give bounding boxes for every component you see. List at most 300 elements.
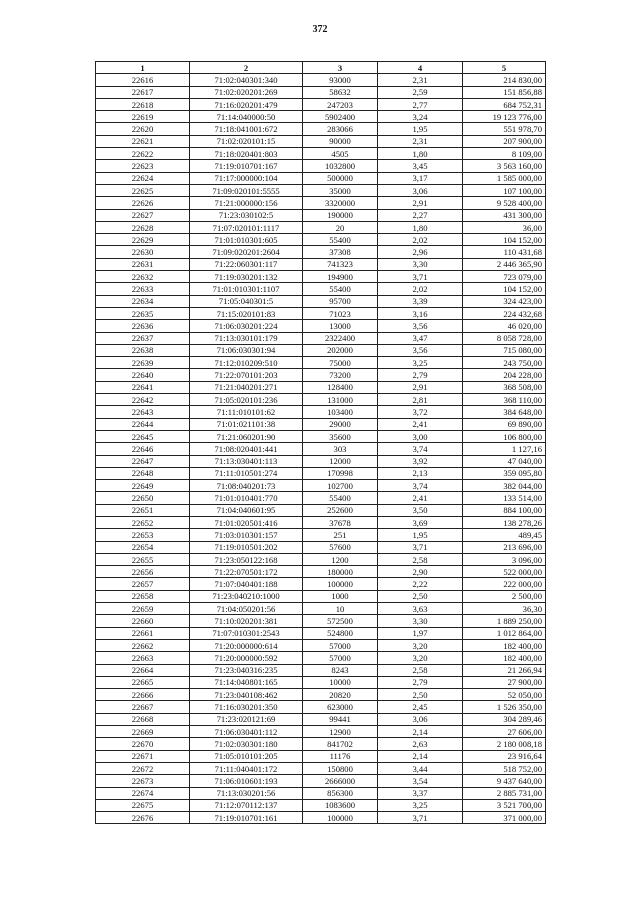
table-row bbox=[96, 738, 546, 750]
area-cell: 4505 bbox=[303, 148, 378, 160]
row-number-cell: 22671 bbox=[96, 750, 190, 762]
value-cell: 2 180 008,18 bbox=[463, 738, 546, 750]
rate-cell: 1,80 bbox=[378, 148, 463, 160]
cadastral-number-cell: 71:22:060301:117 bbox=[190, 258, 303, 270]
row-number-cell: 22643 bbox=[96, 406, 190, 418]
table-row bbox=[96, 467, 546, 479]
value-cell: 243 750,00 bbox=[463, 357, 546, 369]
table-row bbox=[96, 689, 546, 701]
area-cell: 500000 bbox=[303, 172, 378, 184]
table-row bbox=[96, 418, 546, 430]
area-cell: 283066 bbox=[303, 123, 378, 135]
cadastral-number-cell: 71:07:020101:1117 bbox=[190, 221, 303, 233]
value-cell: 2 885 731,00 bbox=[463, 787, 546, 799]
area-cell: 252600 bbox=[303, 504, 378, 516]
value-cell: 2 500,00 bbox=[463, 590, 546, 602]
area-cell: 202000 bbox=[303, 344, 378, 356]
table-row bbox=[96, 148, 546, 160]
table-row bbox=[96, 430, 546, 442]
cadastral-number-cell: 71:20:000000:614 bbox=[190, 639, 303, 651]
area-cell: 303 bbox=[303, 443, 378, 455]
cadastral-number-cell: 71:06:030401:112 bbox=[190, 726, 303, 738]
value-cell: 371 000,00 bbox=[463, 812, 546, 824]
table-row bbox=[96, 504, 546, 516]
area-cell: 13000 bbox=[303, 320, 378, 332]
rate-cell: 3,54 bbox=[378, 775, 463, 787]
rate-cell: 3,74 bbox=[378, 480, 463, 492]
rate-cell: 1,95 bbox=[378, 529, 463, 541]
cadastral-number-cell: 71:19:010501:202 bbox=[190, 541, 303, 553]
rate-cell: 2,79 bbox=[378, 369, 463, 381]
row-number-cell: 22640 bbox=[96, 369, 190, 381]
area-cell: 35600 bbox=[303, 430, 378, 442]
area-cell: 57000 bbox=[303, 652, 378, 664]
column-header-2: 2 bbox=[190, 62, 303, 74]
table-row bbox=[96, 357, 546, 369]
row-number-cell: 22649 bbox=[96, 480, 190, 492]
cadastral-number-cell: 71:12:070112:137 bbox=[190, 799, 303, 811]
table-row bbox=[96, 381, 546, 393]
rate-cell: 1,97 bbox=[378, 627, 463, 639]
table-row bbox=[96, 541, 546, 553]
row-number-cell: 22660 bbox=[96, 615, 190, 627]
row-number-cell: 22658 bbox=[96, 590, 190, 602]
header-row bbox=[96, 62, 546, 74]
cadastral-number-cell: 71:05:020101:236 bbox=[190, 394, 303, 406]
area-cell: 194900 bbox=[303, 271, 378, 283]
value-cell: 182 400,00 bbox=[463, 639, 546, 651]
cadastral-number-cell: 71:04:050201:56 bbox=[190, 603, 303, 615]
area-cell: 20 bbox=[303, 221, 378, 233]
row-number-cell: 22647 bbox=[96, 455, 190, 467]
row-number-cell: 22673 bbox=[96, 775, 190, 787]
table-row bbox=[96, 516, 546, 528]
cadastral-number-cell: 71:01:010301:605 bbox=[190, 234, 303, 246]
area-cell: 170998 bbox=[303, 467, 378, 479]
rate-cell: 2,31 bbox=[378, 74, 463, 86]
cadastral-number-cell: 71:14:040801:165 bbox=[190, 676, 303, 688]
area-cell: 190000 bbox=[303, 209, 378, 221]
area-cell: 29000 bbox=[303, 418, 378, 430]
rate-cell: 2,81 bbox=[378, 394, 463, 406]
table-row bbox=[96, 197, 546, 209]
cadastral-number-cell: 71:22:070501:172 bbox=[190, 566, 303, 578]
row-number-cell: 22662 bbox=[96, 639, 190, 651]
row-number-cell: 22636 bbox=[96, 320, 190, 332]
row-number-cell: 22653 bbox=[96, 529, 190, 541]
cadastral-number-cell: 71:23:030102:5 bbox=[190, 209, 303, 221]
rate-cell: 3,74 bbox=[378, 443, 463, 455]
rate-cell: 3,06 bbox=[378, 184, 463, 196]
area-cell: 251 bbox=[303, 529, 378, 541]
table-row bbox=[96, 480, 546, 492]
row-number-cell: 22632 bbox=[96, 271, 190, 283]
value-cell: 551 978,70 bbox=[463, 123, 546, 135]
table-row bbox=[96, 184, 546, 196]
area-cell: 55400 bbox=[303, 492, 378, 504]
value-cell: 359 095,80 bbox=[463, 467, 546, 479]
row-number-cell: 22665 bbox=[96, 676, 190, 688]
row-number-cell: 22669 bbox=[96, 726, 190, 738]
value-cell: 304 289,46 bbox=[463, 713, 546, 725]
row-number-cell: 22639 bbox=[96, 357, 190, 369]
rate-cell: 3,56 bbox=[378, 320, 463, 332]
rate-cell: 3,17 bbox=[378, 172, 463, 184]
cadastral-number-cell: 71:11:040401:172 bbox=[190, 762, 303, 774]
value-cell: 9 528 400,00 bbox=[463, 197, 546, 209]
rate-cell: 2,50 bbox=[378, 689, 463, 701]
column-header-3: 3 bbox=[303, 62, 378, 74]
rate-cell: 2,31 bbox=[378, 135, 463, 147]
area-cell: 2666000 bbox=[303, 775, 378, 787]
cadastral-number-cell: 71:13:030201:56 bbox=[190, 787, 303, 799]
area-cell: 90000 bbox=[303, 135, 378, 147]
row-number-cell: 22630 bbox=[96, 246, 190, 258]
table-row bbox=[96, 652, 546, 664]
row-number-cell: 22617 bbox=[96, 86, 190, 98]
area-cell: 1000 bbox=[303, 590, 378, 602]
value-cell: 489,45 bbox=[463, 529, 546, 541]
cadastral-number-cell: 71:05:010101:205 bbox=[190, 750, 303, 762]
area-cell: 128400 bbox=[303, 381, 378, 393]
value-cell: 1 012 864,00 bbox=[463, 627, 546, 639]
rate-cell: 3,06 bbox=[378, 713, 463, 725]
value-cell: 382 044,00 bbox=[463, 480, 546, 492]
cadastral-number-cell: 71:17:000000:104 bbox=[190, 172, 303, 184]
value-cell: 384 648,00 bbox=[463, 406, 546, 418]
value-cell: 222 000,00 bbox=[463, 578, 546, 590]
value-cell: 214 830,00 bbox=[463, 74, 546, 86]
cadastral-number-cell: 71:19:030201:132 bbox=[190, 271, 303, 283]
rate-cell: 3,20 bbox=[378, 639, 463, 651]
cadastral-number-cell: 71:23:040210:1000 bbox=[190, 590, 303, 602]
value-cell: 368 110,00 bbox=[463, 394, 546, 406]
cadastral-number-cell: 71:01:010401:770 bbox=[190, 492, 303, 504]
row-number-cell: 22648 bbox=[96, 467, 190, 479]
table-row bbox=[96, 394, 546, 406]
area-cell: 20820 bbox=[303, 689, 378, 701]
area-cell: 58632 bbox=[303, 86, 378, 98]
table-row bbox=[96, 799, 546, 811]
value-cell: 1 585 000,00 bbox=[463, 172, 546, 184]
area-cell: 100000 bbox=[303, 578, 378, 590]
row-number-cell: 22663 bbox=[96, 652, 190, 664]
table-row bbox=[96, 787, 546, 799]
rate-cell: 3,37 bbox=[378, 787, 463, 799]
rate-cell: 2,50 bbox=[378, 590, 463, 602]
row-number-cell: 22650 bbox=[96, 492, 190, 504]
row-number-cell: 22654 bbox=[96, 541, 190, 553]
cadastral-number-cell: 71:15:020101:83 bbox=[190, 307, 303, 319]
rate-cell: 2,41 bbox=[378, 418, 463, 430]
row-number-cell: 22656 bbox=[96, 566, 190, 578]
value-cell: 522 000,00 bbox=[463, 566, 546, 578]
rate-cell: 2,58 bbox=[378, 664, 463, 676]
row-number-cell: 22651 bbox=[96, 504, 190, 516]
table-row bbox=[96, 553, 546, 565]
value-cell: 518 752,00 bbox=[463, 762, 546, 774]
column-header-1: 1 bbox=[96, 62, 190, 74]
rate-cell: 3,63 bbox=[378, 603, 463, 615]
table-row bbox=[96, 283, 546, 295]
value-cell: 104 152,00 bbox=[463, 234, 546, 246]
rate-cell: 2,22 bbox=[378, 578, 463, 590]
area-cell: 180000 bbox=[303, 566, 378, 578]
rate-cell: 2,02 bbox=[378, 283, 463, 295]
value-cell: 723 079,00 bbox=[463, 271, 546, 283]
rate-cell: 3,45 bbox=[378, 160, 463, 172]
cadastral-number-cell: 71:01:020501:416 bbox=[190, 516, 303, 528]
table-row bbox=[96, 750, 546, 762]
table-row bbox=[96, 172, 546, 184]
value-cell: 9 437 640,00 bbox=[463, 775, 546, 787]
area-cell: 12900 bbox=[303, 726, 378, 738]
row-number-cell: 22621 bbox=[96, 135, 190, 147]
table-row bbox=[96, 603, 546, 615]
row-number-cell: 22624 bbox=[96, 172, 190, 184]
value-cell: 36,30 bbox=[463, 603, 546, 615]
table-row bbox=[96, 320, 546, 332]
value-cell: 106 800,00 bbox=[463, 430, 546, 442]
rate-cell: 2,63 bbox=[378, 738, 463, 750]
value-cell: 684 752,31 bbox=[463, 98, 546, 110]
value-cell: 110 431,68 bbox=[463, 246, 546, 258]
row-number-cell: 22637 bbox=[96, 332, 190, 344]
area-cell: 856300 bbox=[303, 787, 378, 799]
area-cell: 10000 bbox=[303, 676, 378, 688]
cadastral-number-cell: 71:09:020101:5555 bbox=[190, 184, 303, 196]
row-number-cell: 22661 bbox=[96, 627, 190, 639]
rate-cell: 2,91 bbox=[378, 381, 463, 393]
row-number-cell: 22622 bbox=[96, 148, 190, 160]
area-cell: 75000 bbox=[303, 357, 378, 369]
rate-cell: 1,95 bbox=[378, 123, 463, 135]
row-number-cell: 22646 bbox=[96, 443, 190, 455]
cadastral-number-cell: 71:08:040201:73 bbox=[190, 480, 303, 492]
cadastral-number-cell: 71:11:010101:62 bbox=[190, 406, 303, 418]
row-number-cell: 22667 bbox=[96, 701, 190, 713]
table-row bbox=[96, 209, 546, 221]
table-row bbox=[96, 221, 546, 233]
rate-cell: 3,25 bbox=[378, 799, 463, 811]
table-body bbox=[96, 74, 546, 824]
table-row bbox=[96, 86, 546, 98]
cadastral-number-cell: 71:13:030101:179 bbox=[190, 332, 303, 344]
row-number-cell: 22641 bbox=[96, 381, 190, 393]
table-row bbox=[96, 455, 546, 467]
table-row bbox=[96, 775, 546, 787]
rate-cell: 3,24 bbox=[378, 111, 463, 123]
area-cell: 8243 bbox=[303, 664, 378, 676]
row-number-cell: 22655 bbox=[96, 553, 190, 565]
value-cell: 207 900,00 bbox=[463, 135, 546, 147]
cadastral-number-cell: 71:02:020101:15 bbox=[190, 135, 303, 147]
row-number-cell: 22676 bbox=[96, 812, 190, 824]
value-cell: 368 508,00 bbox=[463, 381, 546, 393]
table-row bbox=[96, 566, 546, 578]
column-header-4: 4 bbox=[378, 62, 463, 74]
row-number-cell: 22675 bbox=[96, 799, 190, 811]
rate-cell: 3,20 bbox=[378, 652, 463, 664]
rate-cell: 3,16 bbox=[378, 307, 463, 319]
area-cell: 95700 bbox=[303, 295, 378, 307]
cadastral-number-cell: 71:19:010701:167 bbox=[190, 160, 303, 172]
row-number-cell: 22625 bbox=[96, 184, 190, 196]
area-cell: 102700 bbox=[303, 480, 378, 492]
rate-cell: 2,14 bbox=[378, 750, 463, 762]
cadastral-number-cell: 71:10:020201:381 bbox=[190, 615, 303, 627]
table-row bbox=[96, 135, 546, 147]
row-number-cell: 22633 bbox=[96, 283, 190, 295]
area-cell: 623000 bbox=[303, 701, 378, 713]
value-cell: 19 123 776,00 bbox=[463, 111, 546, 123]
area-cell: 1200 bbox=[303, 553, 378, 565]
cadastral-number-cell: 71:16:030201:350 bbox=[190, 701, 303, 713]
rate-cell: 2,27 bbox=[378, 209, 463, 221]
row-number-cell: 22620 bbox=[96, 123, 190, 135]
table-row bbox=[96, 98, 546, 110]
value-cell: 324 423,00 bbox=[463, 295, 546, 307]
area-cell: 524800 bbox=[303, 627, 378, 639]
cadastral-number-cell: 71:08:020401:441 bbox=[190, 443, 303, 455]
table-row bbox=[96, 713, 546, 725]
table-row bbox=[96, 590, 546, 602]
rate-cell: 2,02 bbox=[378, 234, 463, 246]
cadastral-number-cell: 71:13:030401:113 bbox=[190, 455, 303, 467]
cadastral-number-cell: 71:05:040301:5 bbox=[190, 295, 303, 307]
cadastral-number-cell: 71:14:040000:50 bbox=[190, 111, 303, 123]
value-cell: 21 266,94 bbox=[463, 664, 546, 676]
row-number-cell: 22631 bbox=[96, 258, 190, 270]
value-cell: 204 228,00 bbox=[463, 369, 546, 381]
cadastral-number-cell: 71:21:060201:90 bbox=[190, 430, 303, 442]
rate-cell: 2,96 bbox=[378, 246, 463, 258]
table-row bbox=[96, 74, 546, 86]
value-cell: 27 900,00 bbox=[463, 676, 546, 688]
area-cell: 57000 bbox=[303, 639, 378, 651]
rate-cell: 3,00 bbox=[378, 430, 463, 442]
rate-cell: 3,92 bbox=[378, 455, 463, 467]
table-row bbox=[96, 160, 546, 172]
cadastral-number-cell: 71:12:010209:510 bbox=[190, 357, 303, 369]
cadastral-number-cell: 71:01:021101:38 bbox=[190, 418, 303, 430]
rate-cell: 3,56 bbox=[378, 344, 463, 356]
row-number-cell: 22618 bbox=[96, 98, 190, 110]
cadastral-number-cell: 71:06:010601:193 bbox=[190, 775, 303, 787]
table-row bbox=[96, 369, 546, 381]
cadastral-number-cell: 71:07:040401:188 bbox=[190, 578, 303, 590]
cadastral-number-cell: 71:06:030201:224 bbox=[190, 320, 303, 332]
table-row bbox=[96, 664, 546, 676]
value-cell: 46 020,00 bbox=[463, 320, 546, 332]
value-cell: 224 432,68 bbox=[463, 307, 546, 319]
area-cell: 1083600 bbox=[303, 799, 378, 811]
table-row bbox=[96, 529, 546, 541]
rate-cell: 2,14 bbox=[378, 726, 463, 738]
area-cell: 131000 bbox=[303, 394, 378, 406]
value-cell: 151 856,88 bbox=[463, 86, 546, 98]
row-number-cell: 22634 bbox=[96, 295, 190, 307]
rate-cell: 3,71 bbox=[378, 271, 463, 283]
cadastral-number-cell: 71:16:020201:479 bbox=[190, 98, 303, 110]
area-cell: 37678 bbox=[303, 516, 378, 528]
row-number-cell: 22623 bbox=[96, 160, 190, 172]
rate-cell: 3,39 bbox=[378, 295, 463, 307]
rate-cell: 2,77 bbox=[378, 98, 463, 110]
value-cell: 1 526 350,00 bbox=[463, 701, 546, 713]
row-number-cell: 22657 bbox=[96, 578, 190, 590]
table-row bbox=[96, 246, 546, 258]
cadastral-number-cell: 71:20:000000:592 bbox=[190, 652, 303, 664]
row-number-cell: 22645 bbox=[96, 430, 190, 442]
row-number-cell: 22627 bbox=[96, 209, 190, 221]
rate-cell: 2,90 bbox=[378, 566, 463, 578]
value-cell: 8 109,00 bbox=[463, 148, 546, 160]
area-cell: 247203 bbox=[303, 98, 378, 110]
table-row bbox=[96, 578, 546, 590]
rate-cell: 2,79 bbox=[378, 676, 463, 688]
table-row bbox=[96, 639, 546, 651]
value-cell: 884 100,00 bbox=[463, 504, 546, 516]
value-cell: 8 058 728,00 bbox=[463, 332, 546, 344]
rate-cell: 3,71 bbox=[378, 812, 463, 824]
row-number-cell: 22616 bbox=[96, 74, 190, 86]
page-number: 372 bbox=[312, 24, 328, 35]
area-cell: 150800 bbox=[303, 762, 378, 774]
cadastral-number-cell: 71:02:020201:269 bbox=[190, 86, 303, 98]
table-row bbox=[96, 332, 546, 344]
table-row bbox=[96, 726, 546, 738]
rate-cell: 3,30 bbox=[378, 615, 463, 627]
value-cell: 3 521 700,00 bbox=[463, 799, 546, 811]
cadastral-number-cell: 71:03:010301:157 bbox=[190, 529, 303, 541]
rate-cell: 2,91 bbox=[378, 197, 463, 209]
table-row bbox=[96, 307, 546, 319]
rate-cell: 2,13 bbox=[378, 467, 463, 479]
row-number-cell: 22629 bbox=[96, 234, 190, 246]
value-cell: 107 100,00 bbox=[463, 184, 546, 196]
row-number-cell: 22672 bbox=[96, 762, 190, 774]
cadastral-number-cell: 71:23:050122:168 bbox=[190, 553, 303, 565]
cadastral-value-table bbox=[95, 61, 546, 824]
area-cell: 35000 bbox=[303, 184, 378, 196]
area-cell: 11176 bbox=[303, 750, 378, 762]
value-cell: 47 040,00 bbox=[463, 455, 546, 467]
rate-cell: 1,80 bbox=[378, 221, 463, 233]
value-cell: 52 050,00 bbox=[463, 689, 546, 701]
area-cell: 57600 bbox=[303, 541, 378, 553]
value-cell: 1 889 250,00 bbox=[463, 615, 546, 627]
value-cell: 3 096,00 bbox=[463, 553, 546, 565]
value-cell: 69 890,00 bbox=[463, 418, 546, 430]
area-cell: 100000 bbox=[303, 812, 378, 824]
table-row bbox=[96, 111, 546, 123]
cadastral-number-cell: 71:21:000000:156 bbox=[190, 197, 303, 209]
row-number-cell: 22635 bbox=[96, 307, 190, 319]
rate-cell: 2,59 bbox=[378, 86, 463, 98]
row-number-cell: 22668 bbox=[96, 713, 190, 725]
row-number-cell: 22659 bbox=[96, 603, 190, 615]
area-cell: 99441 bbox=[303, 713, 378, 725]
value-cell: 104 152,00 bbox=[463, 283, 546, 295]
value-cell: 1 127,16 bbox=[463, 443, 546, 455]
area-cell: 73200 bbox=[303, 369, 378, 381]
table-row bbox=[96, 344, 546, 356]
table-row bbox=[96, 234, 546, 246]
rate-cell: 2,58 bbox=[378, 553, 463, 565]
value-cell: 182 400,00 bbox=[463, 652, 546, 664]
table-row bbox=[96, 812, 546, 824]
